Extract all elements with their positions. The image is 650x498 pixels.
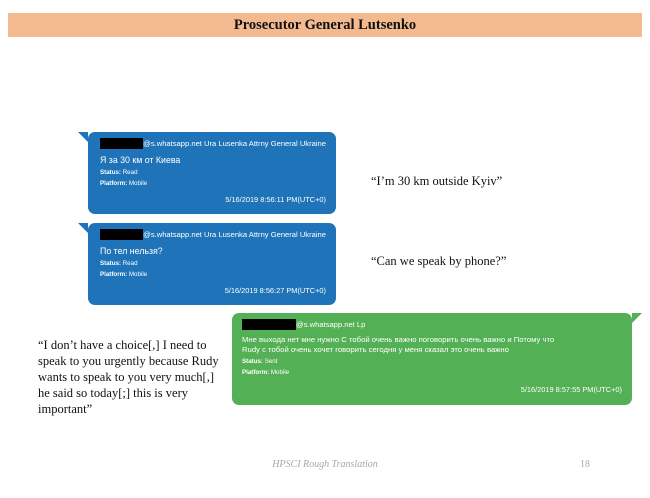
message-timestamp: 5/16/2019 8:56:11 PM(UTC+0) [225,195,326,204]
message-platform [100,271,326,279]
sender-row [242,319,622,330]
message-status [100,169,326,177]
footer-label: HPSCI Rough Translation [272,459,378,470]
platform-value: Mobile [128,180,148,187]
sender-id: @s.whatsapp.net Ura Lusenka Attrny General Ukraine [143,230,326,239]
bubble-tail-right [632,313,642,323]
translation-2: “Can we speak by phone?” [371,254,507,268]
message-platform [242,369,622,377]
message-timestamp: 5/16/2019 8:56:27 PM(UTC+0) [224,286,326,295]
translation-line: he said so today[;] this is very [38,386,188,400]
message-timestamp: 5/16/2019 8:57:55 PM(UTC+0) [520,385,622,394]
page-title: Prosecutor General Lutsenko [233,16,417,33]
message-text-line: Rudy с тобой очень хочет говорить сегодня у меня сказал это очень важно [242,345,509,354]
message-platform [100,180,326,188]
sender-id: @s.whatsapp.net Ura Lusenka Attrny General Ukraine [143,139,326,148]
platform-label: Platform: [100,271,128,278]
message-text: Я за 30 км от Киева [100,155,181,165]
translation-line: wants to speak to you very much[,] [38,370,215,384]
bubble-tail-left [78,223,88,233]
message-bubble-1 [88,132,336,214]
message-bubble-2 [88,223,336,305]
redacted-phone-number [242,319,296,330]
message-bubble-3 [232,313,632,405]
message-status [100,260,326,268]
status-value: Read [122,169,138,176]
translation-line: speak to you urgently because Rudy [38,354,219,368]
status-value: Sent [264,358,278,365]
sender-row [100,229,326,240]
message-status [242,358,622,366]
platform-value: Mobile [128,271,148,278]
platform-value: Mobile [270,369,290,376]
redacted-phone-number [100,229,143,240]
translation-line: “I don’t have a choice[,] I need to [38,338,207,352]
page-number: 18 [580,459,590,470]
sender-row [100,138,326,149]
redacted-phone-number [100,138,143,149]
message-text-line: Мне выхода нет мне нужно С тобой очень важно поговорить очень важно и Потому что [242,335,555,344]
status-label: Status: [100,260,121,267]
bubble-tail-left [78,132,88,142]
translation-1: “I’m 30 km outside Kyiv” [371,174,503,188]
page-header [8,13,642,37]
platform-label: Platform: [100,180,128,187]
message-text: По тел нельзя? [100,246,163,256]
status-label: Status: [242,358,263,365]
status-label: Status: [100,169,121,176]
translation-line: important” [38,402,93,416]
message-text [242,335,622,355]
translation-3 [38,337,219,417]
platform-label: Platform: [242,369,270,376]
status-value: Read [122,260,138,267]
sender-id: @s.whatsapp.net Lp [296,320,366,329]
